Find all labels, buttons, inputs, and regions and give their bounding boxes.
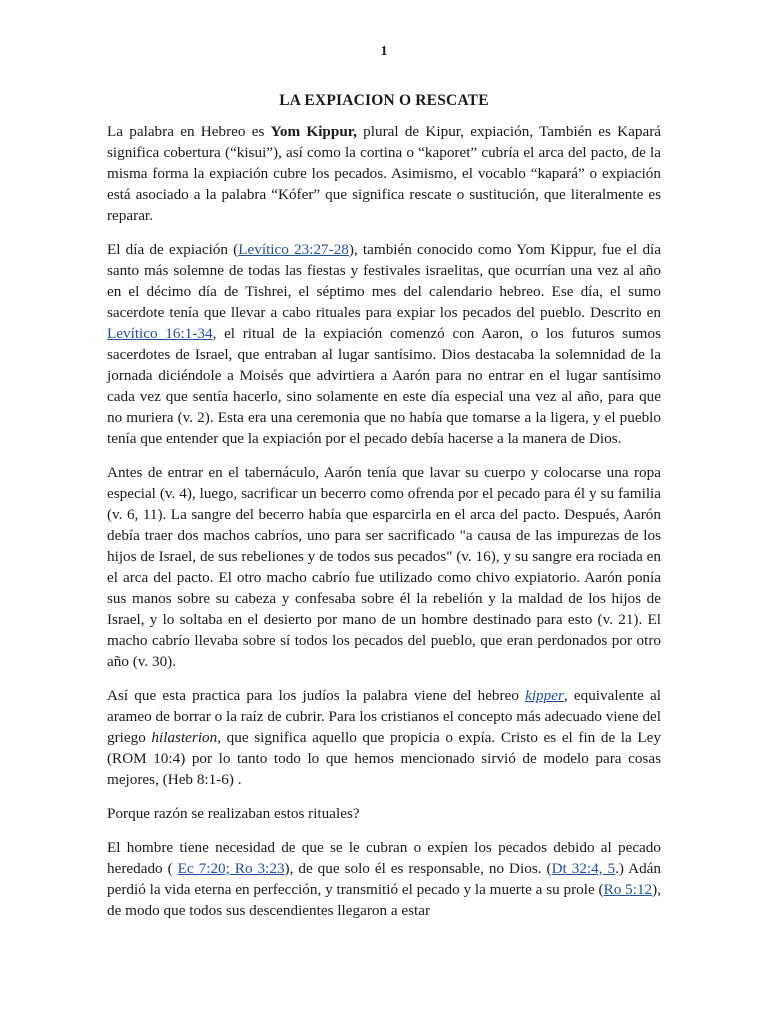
page-number: 1 (380, 44, 388, 59)
link-levitico-16[interactable]: Levítico 16:1-34 (107, 325, 213, 342)
paragraph-6-text-b: ), de que solo él es responsable, no Dios. ( (284, 860, 552, 877)
link-kipper[interactable] (525, 687, 564, 704)
paragraph-6-text-a: El hombre tiene necesidad de que se le cubran o expíen los pecados debido al pecado heredado ( (107, 839, 661, 877)
paragraph-3: Antes de entrar en el tabernáculo, Aarón tenía que lavar su cuerpo y colocarse una ropa especial (v. 4), luego, sacrificar un becerro como ofrenda por el pecado para él y su familia (v. 6, 11). La sangre del becerro había que esparcirla en el arca del pacto. Después, Aarón debía traer dos machos cabríos, uno para ser sacrificado "a causa de las impurezas de los hijos de Israel, de sus rebeliones y de todos sus pecados" (v. 16), y su sangre era rociada en el arca del pacto. El otro macho cabrío fue utilizado como chivo expiatorio. Aarón ponía sus manos sobre su cabeza y confesaba sobre él la rebelión y la maldad de los hijos de Israel, y lo soltaba en el desierto por mano de un hombre destinado para esto (v. 21). El macho cabrío llevaba sobre sí todos los pecados del pueblo, que eran perdonados por otro año (v. 30). (107, 464, 661, 670)
paragraph-2-text-b: ), también conocido como Yom Kippur, fue el día santo más solemne de todas las fiestas y festivales israelitas, que ocurrían una vez al año en el décimo día de Tishrei, el séptimo mes del calendario hebreo. Ese día, el sumo sacerdote tenía que llevar a cabo rituales para expiar los pecados del pueblo. Descrito en (107, 241, 661, 321)
paragraph-6 (107, 837, 661, 921)
link-ec-ro[interactable]: Ec 7:20; Ro 3:23 (177, 860, 285, 877)
paragraph-1-text-b: plural de Kipur, expiación, También es Kapará significa cobertura (“kisui”), así como la cortina o “kaporet” cubría el arca del pacto, de la misma forma la expiación cubre los pecados. Asimismo, el vocablo “kapará” o expiación está asociado a la palabra “Kófer” que significa rescate o sustitución, que literalmente es reparar. (107, 123, 661, 224)
link-dt[interactable]: Dt 32:4, 5 (551, 860, 616, 877)
paragraph-2 (107, 239, 661, 449)
paragraph-4-text-b: , equivalente al arameo de borrar o la raíz de cubrir. Para los cristianos el concepto más adecuado viene del griego (107, 687, 661, 746)
document-title: LA EXPIACION O RESCATE (279, 92, 489, 109)
document-body (107, 121, 661, 934)
paragraph-1-text-a: La palabra en Hebreo es (107, 123, 271, 140)
paragraph-4-text-a: Así que esta practica para los judíos la palabra viene del hebreo (107, 687, 526, 704)
kipper-italic[interactable]: kipper (525, 687, 564, 704)
paragraph-2-text-c: , el ritual de la expiación comenzó con Aaron, o los futuros sumos sacerdotes de Israel, que entraban al lugar santísimo. Dios destacaba la solemnidad de la jornada diciéndole a Moisés que advirtiera a Aarón para no entrar en el lugar santísimo cada vez que sentía hacerlo, sino solamente en este día especial una vez al año, para que no muriera (v. 2). Esta era una ceremonia que no había que tomarse a la ligera, y el pueblo tenía que entender que la expiación por el pecado debía hacerse a la manera de Dios. (107, 325, 661, 447)
hilasterion-italic: hilasterion (151, 729, 218, 746)
paragraph-6-text-c: .) Adán perdió la vida eterna en perfección, y transmitió el pecado y la muerte a su prole ( (107, 860, 661, 898)
paragraph-4-text-c: , que significa aquello que propicia o expía. Cristo es el fin de la Ley (ROM 10:4) por lo tanto todo lo que hemos mencionado sirvió de modelo para cosas mejores, (Heb 8:1-6) . (107, 729, 661, 788)
paragraph-4 (107, 685, 661, 790)
link-ro-5-12[interactable]: Ro 5:12 (603, 881, 653, 898)
paragraph-5: Porque razón se realizaban estos rituales? (107, 805, 360, 822)
paragraph-2-text-a: El día de expiación ( (107, 241, 239, 258)
paragraph-1 (107, 121, 661, 226)
link-levitico-23[interactable]: Levítico 23:27-28 (238, 241, 349, 258)
yom-kippur-bold: Yom Kippur, (270, 123, 357, 140)
paragraph-6-text-d: ), de modo que todos sus descendientes llegaron a estar (107, 881, 661, 919)
